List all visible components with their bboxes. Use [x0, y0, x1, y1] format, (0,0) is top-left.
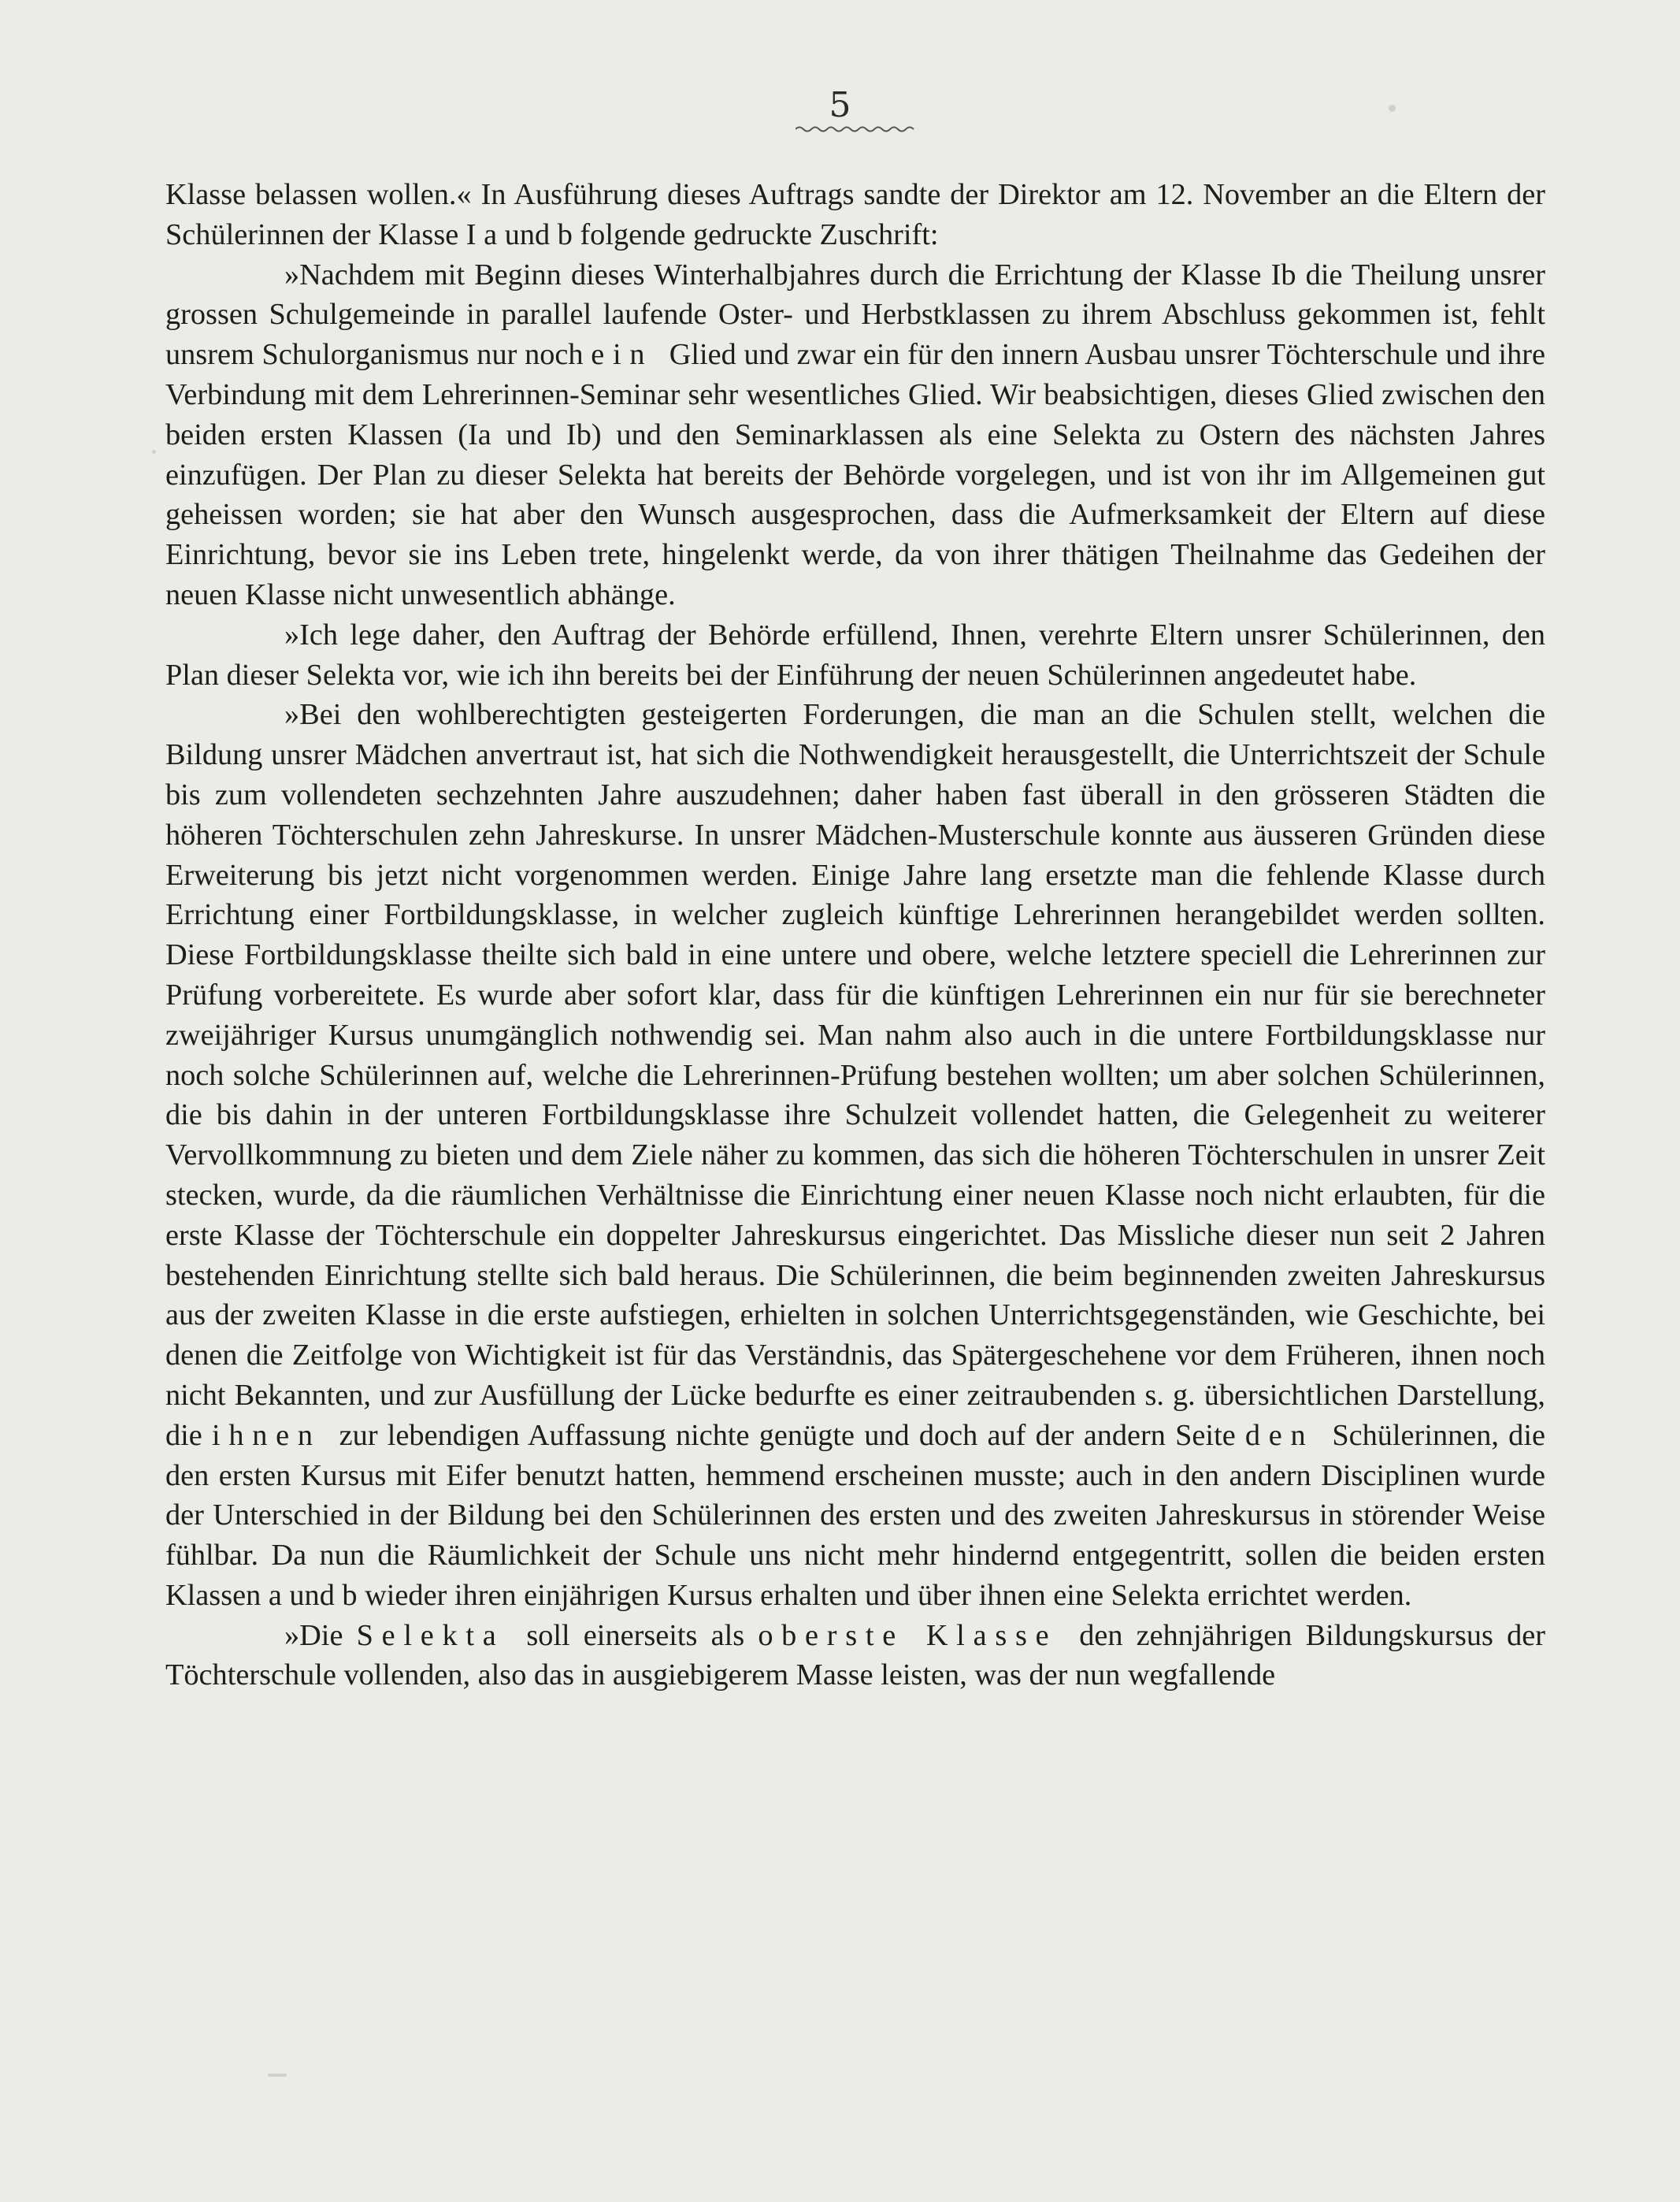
- scan-speck: [152, 450, 156, 454]
- emphasis-oberste-klasse: oberste Klasse: [758, 1618, 1058, 1652]
- paragraph-4: [165, 695, 1545, 1615]
- scan-speck: [268, 2074, 287, 2077]
- paragraph-5-part-a: »Die: [284, 1618, 343, 1652]
- paragraph-5-part-b: soll einerseits als: [526, 1618, 745, 1652]
- paragraph-2-part-b: Glied und zwar ein für den innern Ausbau unsrer Töchterschule und ihre Verbindung mit dem Lehrerinnen-Seminar sehr wesentliches Glied. Wir beabsichtigen, dieses Glied zwischen den beiden ersten Klassen (Ia und Ib) und den Seminarklassen als eine Selekta zu Ostern des nächsten Jahres einzufügen. Der Plan zu dieser Selekta hat bereits der Behörde vorgelegen, und ist von ihr im Allgemeinen gut geheissen worden; sie hat aber den Wunsch ausgesprochen, dass die Aufmerksamkeit der Eltern auf diese Einrichtung, bevor sie ins Leben trete, hingelenkt werde, da von ihrer thätigen Theilnahme das Gedeihen der neuen Klasse nicht unwesentlich abhänge.: [165, 338, 1545, 611]
- paragraph-5: [165, 1616, 1545, 1696]
- emphasis-ihnen: ihnen: [212, 1418, 321, 1452]
- paragraph-4-part-c: Schülerinnen, die den ersten Kursus mit Eifer benutzt hatten, hemmend erscheinen musste; auch in den andern Disciplinen wurde der Unterschied in der Bildung bei den Schülerinnen des ersten und des zweiten Jahreskursus in störender Weise fühlbar. Da nun die Räumlichkeit der Schule uns nicht mehr hindernd entgegentritt, sollen die beiden ersten Klassen a und b wieder ihren einjährigen Kursus erhalten und über ihnen eine Selekta errichtet werden.: [165, 1418, 1545, 1612]
- paragraph-2: [165, 255, 1545, 615]
- paragraph-4-part-b: zur lebendigen Auffassung nichte genügte und doch auf der andern Seite: [339, 1418, 1236, 1452]
- paragraph-1: Klasse belassen wollen.« In Ausführung dieses Auftrags sandte der Direktor am 12. November an die Eltern der Schülerinnen der Klasse I a und b folgende gedruckte Zuschrift:: [165, 178, 1545, 251]
- emphasis-selekta: Selekta: [356, 1618, 505, 1652]
- paragraph-2-part-a: »Nachdem mit Beginn dieses Winterhalbjahres durch die Errichtung der Klasse Ib die Theilung unsrer grossen Schulgemeinde in parallel laufende Oster- und Herbstklassen zu ihrem Abschluss gekommen ist, fehlt unsrem Schulorganismus nur noch: [165, 258, 1545, 372]
- emphasis-ein: ein: [591, 338, 654, 372]
- body-text: [165, 175, 1545, 1695]
- scan-speck: [1389, 105, 1396, 112]
- page-number: 5: [829, 85, 851, 125]
- emphasis-den: den: [1244, 1418, 1315, 1452]
- paragraph-4-part-a: »Bei den wohlberechtigten gesteigerten Forderungen, die man an die Schulen stellt, welchen die Bildung unsrer Mädchen anvertraut ist, hat sich die Nothwendigkeit herausgestellt, die Unterrichtszeit der Schule bis zum vollendeten sechzehnten Jahre auszudehnen; daher haben fast überall in den grösseren Städten die höheren Töchterschulen zehn Jahreskurse. In unsrer Mädchen-Musterschule konnte aus äusseren Gründen diese Erweiterung bis jetzt nicht vorgenommen werden. Einige Jahre lang ersetzte man die fehlende Klasse durch Errichtung einer Fortbildungsklasse, in welcher zugleich künftige Lehrerinnen herangebildet werden sollten. Diese Fortbildungsklasse theilte sich bald in eine untere und obere, welche letztere speciell die Lehrerinnen zur Prüfung vorbereitete. Es wurde aber sofort klar, dass für die künftigen Lehrerinnen ein nur für sie berechneter zweijähriger Kursus unumgänglich nothwendig sei. Man nahm also auch in die untere Fortbildungsklasse nur noch solche Schülerinnen auf, welche die Lehrerinnen-Prüfung bestehen wollten; um aber solchen Schülerinnen, die bis dahin in der unteren Fortbildungsklasse ihre Schulzeit vollendet hatten, die Gelegenheit zu weiterer Vervollkommnung zu bieten und dem Ziele näher zu kommen, das sich die höheren Töchterschulen in unsrer Zeit stecken, wurde, da die räumlichen Verhältnisse die Einrichtung einer neuen Klasse noch nicht erlaubten, für die erste Klasse der Töchterschule ein doppelter Jahreskursus eingerichtet. Das Missliche dieser nun seit 2 Jahren bestehenden Einrichtung stellte sich bald heraus. Die Schülerinnen, die beim beginnenden zweiten Jahreskursus aus der zweiten Klasse in die erste aufstiegen, erhielten in solchen Unterrichtsgegenständen, wie Geschichte, bei denen die Zeitfolge von Wichtigkeit ist für das Verständnis, das Spätergeschehene vor dem Früheren, ihnen noch nicht Bekannten, und zur Ausfüllung der Lücke bedurfte es einer zeitraubenden s. g. übersichtlichen Darstellung, die: [165, 698, 1545, 1452]
- paragraph-5-part-c: den zehnjährigen Bildungskursus der Töchterschule vollenden, also das in ausgiebigerem Masse leisten, was der nun wegfallende: [165, 1618, 1545, 1692]
- paragraph-3: »Ich lege daher, den Auftrag der Behörde erfüllend, Ihnen, verehrte Eltern unsrer Schülerinnen, den Plan dieser Selekta vor, wie ich ihn bereits bei der Einführung der neuen Schülerinnen angedeutet habe.: [165, 618, 1545, 692]
- page-number-ornament: [795, 124, 918, 134]
